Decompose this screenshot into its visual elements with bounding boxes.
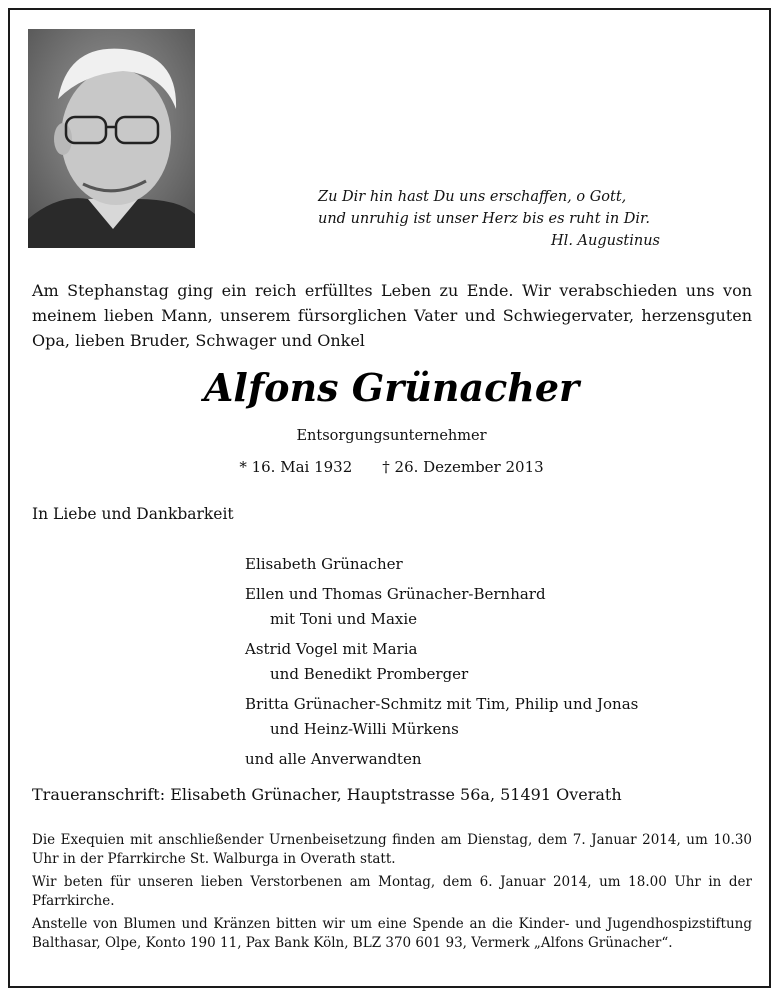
quote-line-2: und unruhig ist unser Herz bis es ruht in Dir. — [318, 211, 650, 227]
mourning-address: Traueranschrift: Elisabeth Grünacher, Hauptstrasse 56a, 51491 Overath — [32, 785, 622, 804]
quote-author: Hl. Augustinus — [551, 233, 660, 249]
exequien-note: Die Exequien mit anschließender Urnenbeisetzung finden am Dienstag, dem 7. Januar 2014, um 10.30 Uhr in der Pfarrkirche St. Walburga in Overath statt. — [32, 832, 752, 867]
service-notes — [32, 831, 752, 957]
family-list — [245, 552, 765, 772]
prayer-note: Wir beten für unseren lieben Verstorbenen am Montag, dem 6. Januar 2014, um 18.00 Uhr in der Pfarrkirche. — [32, 874, 752, 909]
quote-block — [318, 186, 678, 252]
donation-note: Anstelle von Blumen und Kränzen bitten wir um eine Spende an die Kinder- und Jugendhospizstiftung Balthasar, Olpe, Konto 190 11, Pax Bank Köln, BLZ 370 601 93, Vermerk „Alfons Grünacher“. — [32, 916, 752, 951]
family-member: Astrid Vogel mit Maria — [245, 639, 418, 658]
family-member: Ellen und Thomas Grünacher-Bernhard — [245, 584, 546, 603]
family-member: und alle Anverwandten — [245, 749, 422, 768]
family-member: Elisabeth Grünacher — [245, 555, 403, 573]
life-dates — [0, 455, 783, 479]
family-member-sub: mit Toni und Maxie — [270, 610, 418, 628]
death-date: † 26. Dezember 2013 — [382, 458, 544, 476]
family-member-sub: und Heinz-Willi Mürkens — [270, 720, 459, 738]
closing-phrase: In Liebe und Dankbarkeit — [32, 505, 234, 523]
portrait-photo — [28, 29, 195, 248]
deceased-profession: Entsorgungsunternehmer — [296, 428, 487, 444]
deceased-name: Alfons Grünacher — [203, 365, 580, 410]
family-member-sub: und Benedikt Promberger — [270, 665, 469, 683]
quote-line-1: Zu Dir hin hast Du uns erschaffen, o Gott, — [318, 189, 627, 205]
family-member: Britta Grünacher-Schmitz mit Tim, Philip und Jonas — [245, 694, 639, 713]
intro-text: Am Stephanstag ging ein reich erfülltes Leben zu Ende. Wir verabschieden uns von meinem lieben Mann, unserem fürsorglichen Vater und Schwiegervater, herzensguten Opa, lieben Bruder, Schwager und Onkel — [32, 281, 752, 350]
birth-date: * 16. Mai 1932 — [239, 458, 353, 476]
